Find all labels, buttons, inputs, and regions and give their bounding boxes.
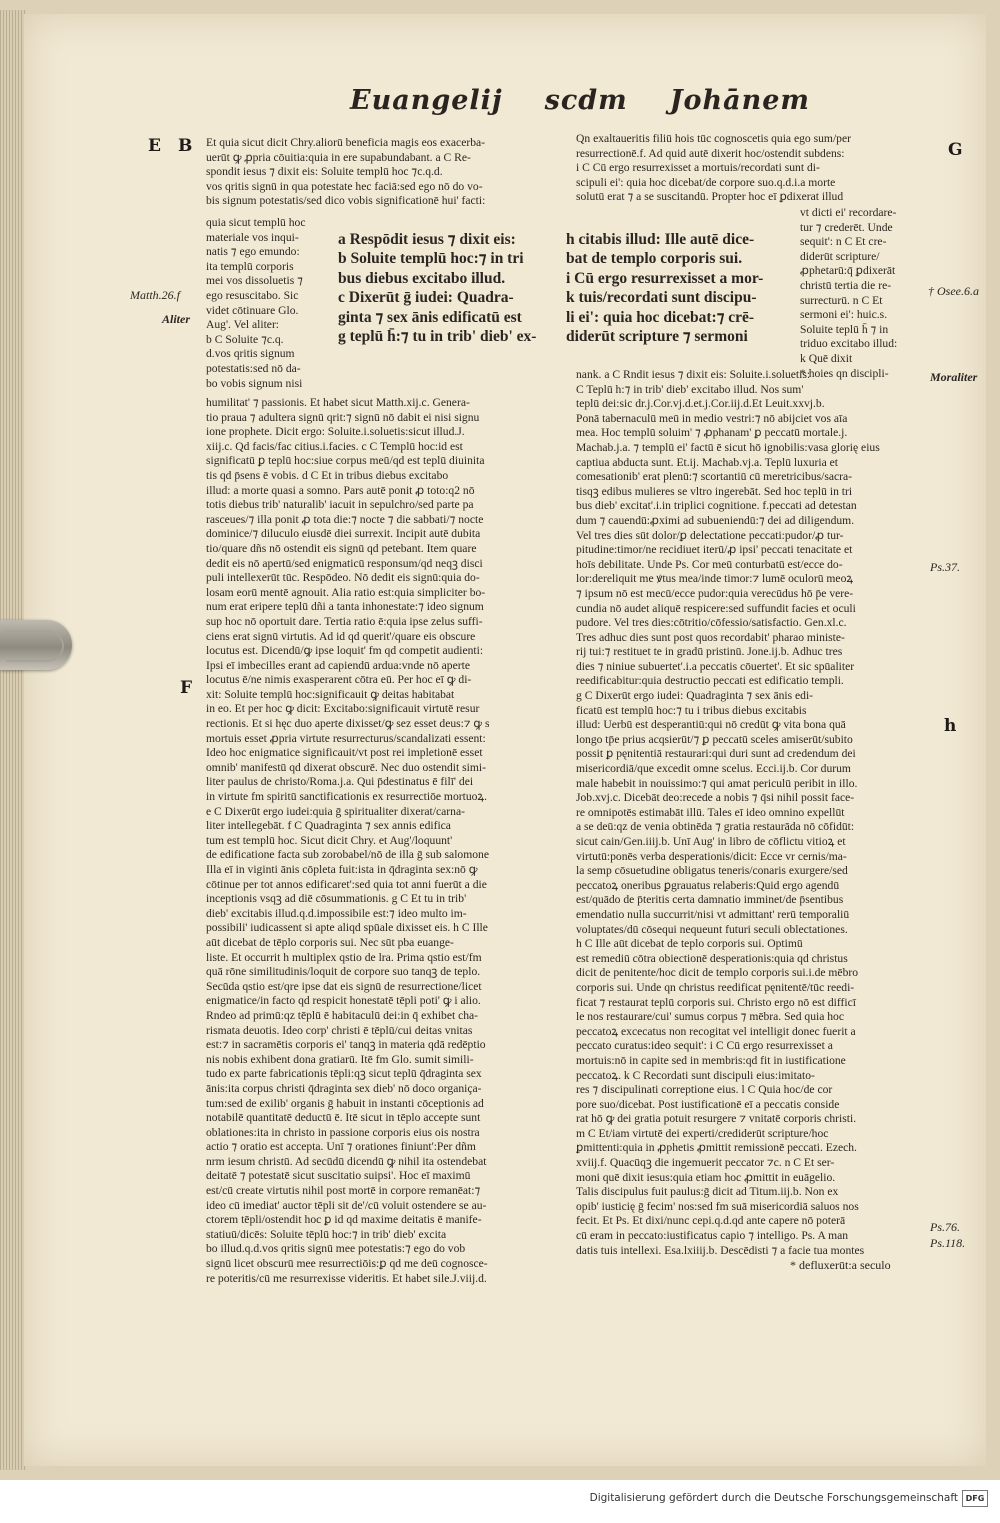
main-text-left: a Respōdit iesus ⁊ dixit eis: b Soluite templū hoc:⁊ in tri bus diebus excitabo illud. c Dixerūt ḡ iudei: Quadra- ginta ⁊ sex ānis edificatū est g teplū h̄:⁊ tu in trib' dieb' ex- bbox=[338, 231, 537, 346]
gloss-left-top: Et quia sicut dicit Chry.aliorū beneficia magis eos exacerba- uerūt ꝙ ꝓpria cōuitia:quia in ere supabundabant. a C Re- spondit iesus ⁊ dixit eis: Soluite templū hoc ⁊c.q.d. vos qritis signū in qua potestate hec faciā:sed ego nō do vo- bis signum potestatis/sed dico vobis significationē hui' facti: bbox=[206, 136, 486, 208]
commentary-left-column: humilitat' ⁊ passionis. Et habet sicut Matth.xij.c. Genera- tio praua ⁊ adultera signū qrit:⁊ signū nō dabit ei nisi signu ione prophete. Dicit ergo: Soluite.i.soluetis:sicut illud.J. xiij.c. Qd facis/fac citius.i.facies. c C Templū hoc:id est significatū ꝑ teplū hoc:siue corpus meū/qd est teplū diuinita tis qd p̄sens ē vobis. d C Et in tribus diebus excitabo illud: a morte quasi a somno. Pars autē ponit ꝓ toto:q2 nō totis diebus trib' naturalib' iacuit in sepulchro/sed parte pa rasceues/⁊ illa ponit ꝓ tota die:⁊ nocte ⁊ die sabbati/⁊ nocte dominice/⁊ diluculo eiusdē diei surrexit. Incipit autē dubita tio/quare dñs nō ostendit eis signū qd petebant. Item quare dedit eis nō apertū/sed enigmaticū responsum/qd neqꝫ disci puli intellexerūt tūc. Respōdeo. Nō dedit eis signū:quia do- losam eorū mentē agnouit. Alia ratio est:quia simpliciter bo- num erat eripere teplū dñi a tanta inhonestate:⁊ ideo signum sup hoc nō oportuit dare. Tertia ratio ē:quia ipse zelus suffi- ciens erat signū virtutis. Ad id qd querit'/quare eis obscure locutus est. Dicendū/ꝙ ipse loquit' fm qd competit audienti: Ipsi eī imbecilles erant ad capiendū ardua:vnde nō aperte locutus ē/ne nimis exasperarent cōtra eū. Per hoc eī ꝙ di- xit: Soluite templū hoc:significauit ꝙ deitas habitabat in eo. Et per hoc ꝙ dicit: Excitabo:significauit virtutē resur rectionis. Et si hęc duo aperte dixisset/ꝙ sez esset deus:⁊ ꝙ s mortuis esset ꝓpria virtute resurrecturus/scandalizati essent: Ideo hoc enigmatice significauit/vt post rei impletionē esset omnib' manifestū qd dixerat obscurē. Nec duo ostendit simi- liter paulus de christo/Roma.j.a. Qui p̄destinatus ē filī' dei in virtute fm spiritū sanctificationis ex resurrectiōe mortuoꝝ. e C Dixerūt ergo iudei:quia ḡ spiritualiter dixerat/carna- liter intellegebāt. f C Quadraginta ⁊ sex annis edifica tum est templū hoc. Sicut dicit Chry. et Aug'/loquunt' de edificatione facta sub zorobabel/nō de illa ḡ sub salomone Illa eī in viginti ānis cōpleta fuit:ista in q̄draginta sex:nō ꝙ cōtinue per tot annos edificaret':sed quia tot anni fuerūt a die inceptionis vsqꝫ ad diē cōsummationis. g C Et tu in trib' dieb' excitabis illud.q.d.impossibile est:⁊ ideo multo im- possibili' iudicassent si apte aliqd spūale dixisset eis. h C Ille aūt dicebat de tēplo corporis sui. Nec sūt pba euange- liste. Et occurrit h multiplex qstio de lra. Prima qstio est/fm quā rōne similitudinis/loquit de corpore suo tanqꝫ de teplo. Secūda qstio est/qre ipse dat eis signū de resurrectione/licet enigmatice/in facto qd respicit honestatē tēpli poti' ꝙ i alio. Rndeo ad primū:qz tēplū ē habitaculū dei:in q̄ exhibet cha- rismata deuotis. Ideo corp' christi ē tēplū/cui deitas vnitas est:⁊ in sacramētis corporis ei' tanqꝫ in materia qdā redēptio nis nobis exhibent dona gratiarū. Itē fm Glo. sumit simili- tudo ex parte fabricationis tēpli:qꝫ sicut teplū q̄draginta sex ānis:ita corpus christi q̄draginta sex dieb' nō doco organiça- tum:sed de exilib' organis ḡ habuit in instanti cōceptionis ad notabilē quantitatē deductū ē. Itē sicut in tēplo accepte sunt oblationes:ita in christo in passione corporis eius ois nostra actio ⁊ oratio est accepta. Unī ⁊ orationes finiunt':Per dñm nrm iesum christū. Ad secūdū dicendū ꝙ nihil ita ostendebat deitatē ⁊ potestatē sicut suscitatio suipsi'. Hoc eī maximū est/cū create virtutis nihil post mortē in corpore remanēat:⁊ ideo cū imediat' auctor tēpli sit de'/cū voluit ostendere se au- ctorem tēpli/ostendit hoc ꝑ id qd maxime deitatis ē manife- statiuū/dicēs: Soluite tēplū hoc:⁊ in trib' dieb' excita bo illud.q.d.vos qritis signū mee potestatis:⁊ ego do vob signū licet obscurū mee resurrectiōis:ꝑ qd me deū cognosce- re poteritis/cū me resurrexisse videritis. Et habet sile.J.viij.d. bbox=[206, 396, 490, 1285]
commentary-right-column: nank. a C Rndit iesus ⁊ dixit eis: Soluite.i.soluetis: C Teplū h:⁊ in trib' dieb' excitabo illud. Nos sum' teplū dei:sic dr.j.Cor.vj.d.et.j.Cor.iij.d.Et Leuit.xxvj.b. Ponā tabernaculū meū in medio vestri:⁊ nō abijciet vos aīa mea. Hoc templū soluim' ⁊ ꝓphanam' ꝑ peccatū mortale.j. Machab.j.a. ⁊ templū ei' factū ē sicut hō ignobilis:vasa glorię eius captiua abducta sunt. Et.ij. Machab.vj.a. Teplū luxuria et comesationib' erat plenū:⁊ scortantiū cū meretricibus/sacra- tisqꝫ edibus mulieres se vltro ingerebāt. Sed hoc teplū in tri bus dieb' excitat'.i.in triplici cognitione. f.peccati ad detestan dum ⁊ cauendū:ꝓximi ad subueniendū:⁊ dei ad diligendum. Vel tres dies sūt dolor/ꝑ delectatione peccati:pudor/ꝓ tur- pitudine:timor/ne recidiuet iterū/ꝓ ipsi' peccati tenacitate et hoīs debilitate. Unde Ps. Cor meū conturbatū est/ecce do- lor:dereliquit me ꝟtus mea/inde timor:⁊ lumē oculorū meoꝝ ⁊ ipsum nō est mecū/ecce pudor:quia verecūdus hō p̄e vere- cundia nō audet aliquē respicere:sed suffundit facies et oculi pudore. Vel tres dies:cōtritio/cōfessio/satisfactio. Gen.xl.c. Tres adhuc dies sunt post quos recordabit' pharao ministe- rij tui:⁊ restituet te in gradū pristinū. Jone.ij.b. Adhuc tres dies ⁊ niniue subuertet'.i.a peccatis cōuertet'. Et sic spūaliter reedificabitur:quia destructio peccati est edificatio templi. g C Dixerūt ergo iudei: Quadraginta ⁊ sex ānis edi- ficatū est templū hoc:⁊ tu i tribus diebus excitabis illud: Uerbū est desperantiū:qui nō credūt ꝙ vita bona quā longo tp̄e prius acqsierūt/⁊ ꝑ peccatū sceles amiserūt/subito possit ꝑ pęnitentiā restaurari:qui duri sunt ad credendum dei misericordiā/que excedit omne scelus. Ecci.ij.b. Cor durum male habebit in nouissimo:⁊ qui amat periculū peribit in illo. Job.xvj.c. Dicebāt deo:recede a nobis ⁊ q̄si nihil possit face- re omnipotēs estimabāt illū. Tales eī ideo omnino expellūt a se deū:qz de venia obtinēda ⁊ gratia restaurāda nō cōfidūt: sicut cain/Gen.iiij.b. Unī Aug' in libro de cōflictu vitioꝝ et virtutū:ponēs verba desperationis/dicit: Ecce vr cernis/ma- la semp cōsuetudine obligatus teneris/conaris exurgere/sed peccatoꝝ oneribus ꝑgrauatus relaberis:Quid ergo agendū est/quādo de p̄teritis certa damnatio imminet/de p̄sentibus emendatio nulla succurrit/nisi vt admittant' rerū temporaliū voluptates/dū cōsequi nequeunt futuri seculi oblectationes. h C Ille aūt dicebat de teplo corporis sui. Optimū est remediū cōtra obiectionē desperationis:quia qd christus dicit de penitente/hoc dicit de templo corporis sui.i.de mēbro corporis sui. Unde qn christus reedificat pęnitentē/tūc reedi- ficat ⁊ restaurat teplū corporis sui. Christo ergo nō est difficī le nos restaurare/cui' sumus corpus ⁊ mēbra. Sed quia hoc peccatoꝝ excecatus non recogitat vel intelligit donec fuerit a peccato curatus:ideo sequit': i C Cū ergo resurrexisset a mortuis:nō in capite sed in membris:qd fit in iustificatione peccatoꝝ. k C Recordati sunt discipuli eius:imitato- res ⁊ discipulinati correptione eius. l C Quia hoc/de cor pore suo/dicebat. Post iustificationē eī a peccatis conside rat hō ꝙ dei gratia potuit resurgere ⁊ vnitatē corporis christi. m C Et/iam virtutē dei experti/crediderūt scripture/hoc ꝑmittenti:quia in ꝓphetis ꝓmittit remissionē peccati. Ezech. xviij.f. Quacūqꝫ die ingemuerit peccator ⁊c. n C Et ser- moni quē dixit iesus:quia etiam hoc ꝓmittit in euāgelio. Talis discipulus fuit paulus:ḡ dicit ad Titum.iij.b. Non ex opib' iusticię ḡ fecim' nos:sed fm suā misericordiā saluos nos fecit. Et Ps. Et dixi/nunc cepi.q.d.qd ante capere nō poterā cū eram in peccato:iustificatus capio ⁊ intelligo. Ps. A man datis tuis intellexi. Esa.lxiiij.b. Descēdisti ⁊ a facie tua montes bbox=[576, 368, 880, 1257]
running-header bbox=[350, 85, 810, 121]
main-text-right: h citabis illud: Ille autē dice- bat de templo corporis sui. i Cū ergo resurrexisset a mor- k tuis/recordati sunt discipu- li ei': quia hoc dicebat:⁊ crē- diderūt scripture ⁊ sermoni bbox=[566, 231, 764, 346]
footer-bar bbox=[0, 1480, 1000, 1523]
header-word-1: Euangelij bbox=[350, 85, 503, 116]
footer-credit: Digitalisierung gefördert durch die Deutsche Forschungsgemeinschaft bbox=[589, 1492, 958, 1504]
margin-letter-e: E bbox=[148, 136, 161, 156]
margin-ref-ps76: Ps.76. bbox=[930, 1220, 960, 1234]
margin-moraliter: Moraliter bbox=[930, 370, 978, 384]
margin-letter-h: h bbox=[944, 716, 957, 736]
gloss-right-narrow: vt dicti ei' recordare- tur ⁊ crederēt. Unde sequit': n C Et cre- diderūt scripture/ ꝓphetarū:q̄ ꝑdixerāt christū tertia die re- surrecturū. n C Et sermoni ei': huic.s. Soluite teplū h̄ ⁊ in triduo excitabo illud: k Quē dixit * hoies qn discipli- bbox=[800, 206, 898, 380]
catchword: * defluxerūt:a seculo bbox=[790, 1258, 891, 1272]
header-word-3: Johānem bbox=[669, 85, 810, 116]
header-word-2: scdm bbox=[544, 85, 628, 116]
margin-aliter: Aliter bbox=[162, 312, 191, 326]
page-edges bbox=[0, 10, 26, 1470]
margin-letter-g: G bbox=[948, 140, 963, 160]
margin-ref-matth: Matth.26.f bbox=[130, 288, 180, 302]
dfg-logo-icon: DFG bbox=[962, 1490, 988, 1507]
gloss-left-narrow: quia sicut templū hoc materiale vos inqui- natis ⁊ ego emundo: ita templū corporis mei vos dissoluetis ⁊ ego resuscitabo. Sic videt cōtinuare Glo. Aug'. Vel aliter: b C Soluite ⁊c.q. d.vos qritis signum potestatis:sed nō da- bo vobis signum nisi bbox=[206, 216, 306, 390]
margin-letter-f: F bbox=[180, 678, 193, 698]
gloss-right-top: Qn exaltaueritis filiū hois tūc cognoscetis quia ego sum/per resurrectionē.f. Ad quid autē dixerit hoc/ostendit subdens: i C Cū ergo resurrexisset a mortuis/recordati sunt di- scipuli ei': quia hoc dicebat/de corpore suo.q.d.i.a morte solutū erat ⁊ a se suscitandū. Propter hoc eī ꝑdixerat illud bbox=[576, 132, 851, 204]
margin-ref-osee: † Osee.6.a bbox=[928, 284, 979, 298]
margin-ref-ps118: Ps.118. bbox=[930, 1236, 966, 1250]
margin-letter-b: B bbox=[178, 136, 193, 156]
margin-ref-ps37: Ps.37. bbox=[930, 560, 960, 574]
paper-clip-icon bbox=[0, 620, 72, 670]
